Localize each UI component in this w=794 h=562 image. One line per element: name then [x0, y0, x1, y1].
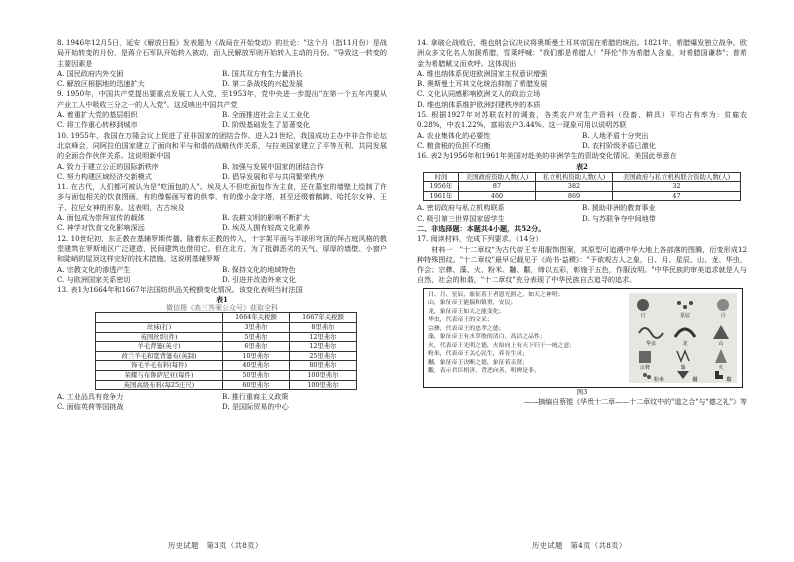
table-cell: 869 [535, 191, 612, 201]
table-header: 私立机构资助人数(人) [535, 172, 612, 182]
option: A. 着重扩大党的基层组织 [57, 110, 138, 120]
figure-caption: 图3 [576, 387, 588, 396]
figure-line: 火，代表帝王光明之德，火焰向上有天下归于一统之意； [428, 342, 576, 349]
table-row [96, 370, 357, 380]
page-footer-right: 历史试题 第4页（共8页） [532, 541, 627, 550]
figure-text [428, 291, 624, 376]
table-cell: 荣耀与布鲁萨尼亚(每件) [96, 370, 223, 380]
option: A. 致力于建立公正的国际新秩序 [57, 161, 159, 171]
table-cell: 60里弗尔 [223, 380, 290, 390]
table-cell: 47 [612, 191, 740, 201]
option: D. 埃及人拥有较高文化素养 [222, 223, 310, 233]
table-cell: 5里弗尔 [223, 332, 290, 342]
question-13: 13. 表1为1664年和1667年法国纺织品关税额变化情况。该变化表明当时法国 [57, 285, 303, 295]
option: B. 奥斯曼土耳其文化统治抑制了希腊发展 [417, 79, 548, 89]
figure-3 [423, 288, 743, 388]
option: C. 努力构建区域经济交新模式 [57, 171, 152, 181]
option: C. 将工作重心转移到城市 [57, 120, 138, 130]
table-2-title: 表2 [576, 161, 588, 171]
question-12: 12. 10世纪初，东正教在基辅罗斯传播。随着东正教的传入，十字架平面与半球形穹顶的拜占庭风格的教堂建筑在罗斯地区广泛建造，民间建筑也借用它。但在北方，为了抵御恶劣的天气、厚厚的墙壁、小窗户和陡峭的屋顶这样完好的技术措施。这说明基辅罗斯 [57, 233, 387, 264]
table-cell: 460 [459, 191, 536, 201]
question-12-options [57, 265, 387, 286]
question-16-options [417, 203, 747, 224]
question-14-options [417, 69, 747, 110]
emblem-label: 黼 [692, 376, 698, 383]
option: C. 面临英荷等国挑战 [57, 402, 124, 412]
option: B. 全面推进社会主义工业化 [222, 110, 310, 120]
table-header [96, 313, 223, 323]
table-cell: 3里弗尔 [223, 323, 290, 333]
option: A. 宗教文化的渗透产生 [57, 264, 131, 274]
table-cell: 12里弗尔 [290, 332, 357, 342]
option: D. 倡导发展和平与共同繁荣秩序 [222, 171, 325, 181]
emblem-label: 龙 [682, 340, 688, 347]
table-cell: 羊毛背篓(英寸) [96, 342, 223, 352]
table-cell: 100里弗尔 [290, 370, 357, 380]
table-cell: 1961年 [424, 191, 459, 201]
table-cell: 英国丝织(件) [96, 332, 223, 342]
emblem-label: 月 [720, 312, 726, 319]
figure-line: 华虫，代表帝王的文采； [428, 317, 493, 324]
question-10: 10. 1955年，我国在万隆会议上促进了亚非国家的团结合作。进入21世纪，我国成功主办中非合作论坛北京峰会，同阿拉伯国家建立了面向和平与和谐的战略伙伴关系，与拉美国家建立了平等互利、共同发展的全面合作伙伴关系。这说明新中国 [57, 130, 387, 161]
option: B. 援助非洲的教育事业 [582, 203, 656, 213]
question-11-options [57, 213, 387, 234]
section-heading: 二、非选择题：本题共4小题，共52分。 [417, 223, 546, 233]
question-14: 14. 拿破仑战败后，维也纳会议决议将奥斯曼土耳其帝国在希腊的统治。1821年，希腊爆发独立战争。欧洲众多文化名人加援希腊，雪莱呼喊："我们都是希腊人！"拜伦"作为希腊人含羞，对希腊国谦恭"；普希金为希腊赋又而欢呼。这体现出 [417, 38, 747, 68]
option: A. 密切政府与私立机构联系 [417, 203, 505, 213]
option: A. 面包成为崇拜宣传的载体 [57, 213, 145, 223]
option: B. 保持文化的地域特色 [222, 264, 296, 274]
table-header-row [424, 172, 741, 182]
emblem-label: 宗彝 [639, 364, 651, 371]
table-row [96, 361, 357, 371]
option: C. 解放区根据地的迅速扩大 [57, 79, 145, 89]
table-cell: 1956年 [424, 182, 459, 192]
table-cell: 100里弗尔 [290, 380, 357, 390]
table-cell: 87 [459, 182, 536, 192]
option: C. 吸引第三世界国家留学生 [417, 213, 505, 223]
option: D. 农村阶级矛盾已激化 [582, 140, 656, 150]
right-column [417, 38, 747, 407]
figure-line: 黻，表示君臣相济，背恶向善，明辨是非。 [428, 368, 540, 375]
table-cell: 80里弗尔 [290, 361, 357, 371]
question-11: 11. 在古代，人们都可被认为是"吃面包的人"。埃及人不但吃面包作为主食，还在墓室的墙壁上绘制了许多与面包相关的饮食图画，有的像髻画写着的供奉，有的像小金字塔，甚至还缀着鹅蹄、哈托尔女神、王子、拉尼女神的形象。这表明，古古埃及 [57, 182, 387, 212]
option: B. 推行重商主义政策 [222, 392, 289, 402]
emblem-label: 火 [718, 364, 724, 371]
table-row [96, 323, 357, 333]
table-header: 时间 [424, 172, 459, 182]
question-13-options [57, 392, 387, 413]
option: D. 与苏联争夺中间地带 [582, 213, 656, 223]
question-10-options [57, 162, 387, 183]
option: A. 国民政府内外交困 [57, 68, 124, 78]
table-row [96, 342, 357, 352]
figure-line: 藻，象征帝王有水草般的清白、高洁之品性； [428, 334, 546, 341]
option: B. 加强与发展中国家的团结合作 [222, 161, 324, 171]
question-8: 8. 1946年12月5日，延安《解放日报》发表题为《战局在开始变动》的社论："这个月（指11月份）是战局开始转变的月份，是蒋介石军队开始转入被动，而人民解放军则开始转入主动的月份。"导致这一转变的主要因素是 [57, 38, 387, 68]
option: D. 维也纳体系维护欧洲封建秩序的本质 [417, 99, 541, 109]
table-header: 美国政府资助人数(人) [459, 172, 536, 182]
table-cell: 饰毛羊毛布料(每件) [96, 361, 223, 371]
table-cell: 丝袜(打) [96, 323, 223, 333]
question-16: 16. 表2为1956年和1961年美国对赴美的非洲学生的资助变化情况。美国此举意在 [417, 151, 677, 161]
table-row [424, 182, 741, 192]
table-1-title: 表1 [216, 295, 228, 305]
question-9-options [57, 110, 387, 131]
emblem-label: 山 [718, 340, 724, 347]
emblem-label: 日 [640, 312, 646, 319]
table-cell: 40里弗尔 [223, 361, 290, 371]
table-cell: 6里弗尔 [223, 342, 290, 352]
source-citation: ——摘编自蔡锟《华贵十二章——十二章纹中的"道之合"与"德之礼"》等 [524, 397, 747, 406]
twelve-emblems-image [629, 293, 737, 383]
question-17: 17. 阅读材料，完成下列要求。（14分） [417, 234, 543, 244]
table-header-row [96, 313, 357, 323]
table-header: 美国政府与私立机构联合资助人数(人) [612, 172, 740, 182]
emblem-label: 粉米 [653, 376, 665, 383]
option: C. 粮食税的负担不均衡 [417, 140, 491, 150]
emblem-label: 星辰 [679, 312, 691, 319]
table-row [96, 351, 357, 361]
figure-line: 黼，象征帝王决断之德，象征着亲贤； [428, 359, 529, 366]
table-row [96, 332, 357, 342]
emblem-label: 黻 [726, 376, 732, 383]
aid-table [423, 172, 741, 202]
figure-line: 龙，象征帝王如天之能变化； [428, 308, 505, 315]
option: B. 国共双方有生力量消长 [222, 68, 303, 78]
table-cell: 32 [612, 182, 740, 192]
table-cell: 英国高级布料(每25庄尺) [96, 380, 223, 390]
question-9: 9. 1950年，中国共产党提出要重点发展工人入党，至1953年，党中央进一步提出"在第一个五年内要从产业工人中吸收三分之一的人入党"。这反映出中国共产党 [57, 89, 387, 109]
table-cell: 12里弗尔 [290, 342, 357, 352]
question-8-options [57, 69, 387, 90]
material-1: 材料一 "十二章纹"为古代帝王专用服饰图案，其原型可追溯中华大地上各部落的图腾，衍变形成12种特殊图纹。"十二章纹"最早记载见于《尚书·益稷》："予欲观古人之象，日、月、星辰、山、龙、华虫，作会；宗彝、藻、火、粉米、黼、黻，缔以五彩，彰施于五色，作服汝明。"中华民族的审美追求就是人与自然、社会的和谐，"十二章纹"充分表现了中华民族自古追寻的追求。 [417, 244, 747, 285]
figure-line: 粉米，代表帝王关心民生，养育生灵； [428, 351, 529, 358]
table-cell: 荷兰羊毛和宽背篓布(英制) [96, 351, 223, 361]
question-15: 15. 根据1927年对苏联农村的调查，各类农户对生产资料（役畜、耕具）平均占有率为：贫雇农0.28%，中农1.22%，富裕农户3.44%。这一现象可用以说明苏联 [417, 110, 747, 130]
table-header: 1667年关税额 [290, 313, 357, 323]
figure-line: 日、月、星辰，象征着王者恩光照之，如天之神明； [428, 291, 564, 298]
table-cell: 382 [535, 182, 612, 192]
option: B. 人地矛盾十分突出 [582, 130, 649, 140]
question-15-options [417, 131, 747, 152]
emblem-label: 藻 [680, 364, 686, 371]
left-column [57, 38, 387, 413]
table-cell: 50里弗尔 [223, 370, 290, 380]
option: C. 神学对饮食文化影响深远 [57, 223, 145, 233]
table-cell: 25里弗尔 [290, 351, 357, 361]
table-header: 1664年关税额 [223, 313, 290, 323]
table-cell: 10里弗尔 [223, 351, 290, 361]
option: C. 文化认同感影响欧洲文人的政治立场 [417, 89, 541, 99]
figure-line: 宗彝，代表帝王的忠孝之德； [428, 325, 505, 332]
figure-line: 山，象征帝王能揣和镇重，安民； [428, 300, 517, 307]
table-row [96, 380, 357, 390]
option: A. 维也纳体系促进欧洲国家主权意识增强 [417, 68, 548, 78]
option: C. 与欧洲国家关系密切 [57, 274, 131, 284]
emblem-label: 华虫 [645, 340, 657, 347]
option: D. 引进并改造外来文化 [222, 274, 296, 284]
option: A. 农业集体化的必要性 [417, 130, 491, 140]
table-row [424, 191, 741, 201]
option: B. 农耕文明的影响不断扩大 [222, 213, 310, 223]
page-footer-left: 历史试题 第3页（共8页） [168, 541, 263, 550]
table-cell: 8里弗尔 [290, 323, 357, 333]
option: D. 阶级基础发生了显著变化 [222, 120, 310, 130]
option: A. 工业品具有竞争力 [57, 392, 124, 402]
watermark: 微信搜《高三答案公众号》获取全科 [166, 304, 278, 313]
option: D. 第二条战线的兴起发展 [222, 79, 303, 89]
option: D. 是国际贸易的中心 [222, 402, 289, 412]
tariff-table [95, 312, 357, 390]
